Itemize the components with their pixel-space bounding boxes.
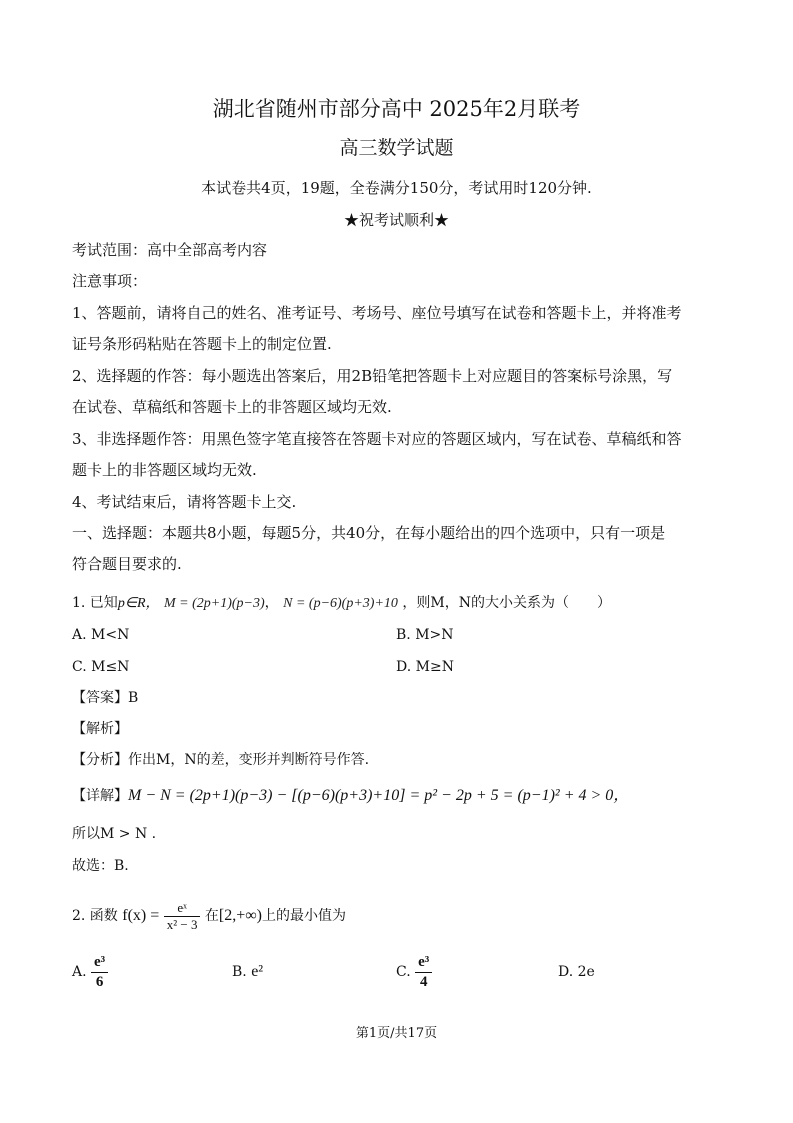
page-footer: 第1页/共17页 xyxy=(355,1026,438,1041)
q2-option-d: D. 2e xyxy=(558,964,595,980)
notice-item-3-line-1: 3、非选择题作答：用黑色签字笔直接答在答题卡对应的答题区域内，写在试卷、草稿纸和答 xyxy=(72,430,682,448)
q1-option-b: B. M>N xyxy=(396,627,454,643)
q1-detail-expression: M − N = (2p+1)(p−3) − [(p−6)(p+3)+10] = p² − 2p + 5 = (p−1)² + 4 > 0， xyxy=(128,787,630,804)
notice-item-2-line-2: 在试卷、草稿纸和答题卡上的非答题区域均无效. xyxy=(72,398,392,416)
q2-option-a-numerator: e³ xyxy=(94,953,106,970)
q2-option-c xyxy=(396,952,432,992)
q1-prefix: 1. 已知 xyxy=(72,595,118,611)
q2-option-b xyxy=(232,952,263,992)
q1-analysis: 【分析】作出M，N的差，变形并判断符号作答. xyxy=(72,752,370,768)
exam-info: 本试卷共4页，19题，全卷满分150分，考试用时120分钟. xyxy=(201,179,592,197)
q2-option-c-label: C. xyxy=(396,964,411,980)
q1-choice: 故选：B. xyxy=(72,858,129,874)
q1-condition: p∈R， xyxy=(117,596,160,611)
q1-detail-label: 【详解】 xyxy=(72,788,128,804)
q1-option-a: A. M<N xyxy=(72,627,130,643)
exam-scope: 考试范围：高中全部高考内容 xyxy=(72,241,268,259)
q1-m-expression: M = (2p+1)(p−3) xyxy=(164,596,265,611)
q1-detail xyxy=(72,786,629,806)
q2-function-numerator: eˣ xyxy=(177,899,187,915)
exam-subtitle: 高三数学试题 xyxy=(339,137,454,159)
notice-heading: 注意事项： xyxy=(72,272,148,290)
q2-suffix: 上的最小值为 xyxy=(262,908,347,924)
q1-option-d: D. M≥N xyxy=(396,659,454,675)
q2-function-fraction xyxy=(164,900,201,933)
question-2-stem xyxy=(72,898,346,934)
q2-function-denominator: x² − 3 xyxy=(164,916,201,933)
q2-option-c-denominator: 4 xyxy=(415,972,432,992)
q2-mid: 在 xyxy=(204,908,219,924)
section-1-line-1: 一、选择题：本题共8小题，每题5分，共40分，在每小题给出的四个选项中，只有一项是 xyxy=(72,524,666,542)
exam-title: 湖北省随州市部分高中 2025年2月联考 xyxy=(212,97,581,121)
q1-separator: ， xyxy=(264,595,279,611)
q1-option-c: C. M≤N xyxy=(72,659,130,675)
q1-jiexi: 【解析】 xyxy=(72,721,128,737)
q1-n-expression: N = (p−6)(p+3)+10 xyxy=(283,596,398,611)
notice-item-2-line-1: 2、选择题的作答：每小题选出答案后，用2B铅笔把答题卡上对应题目的答案标号涂黑，写 xyxy=(72,367,673,385)
q2-option-a-fraction xyxy=(91,953,108,992)
section-1-line-2: 符合题目要求的. xyxy=(72,555,182,573)
q2-prefix: 2. 函数 xyxy=(72,908,118,924)
question-1-stem xyxy=(72,593,611,614)
q2-option-b-value: e² xyxy=(251,963,264,980)
q2-option-c-fraction xyxy=(415,953,432,992)
notice-item-1-line-2: 证号条形码粘贴在答题卡上的制定位置. xyxy=(72,335,332,353)
notice-item-3-line-2: 题卡上的非答题区域均无效. xyxy=(72,461,257,479)
q2-interval: [2,+∞) xyxy=(218,907,263,924)
q1-answer: 【答案】B xyxy=(72,690,139,706)
q2-function-left: f(x) = xyxy=(122,907,160,924)
exam-wish: ★祝考试顺利★ xyxy=(343,211,449,229)
q1-suffix: ，则M，N的大小关系为（ ） xyxy=(402,595,611,611)
q2-option-b-label: B. xyxy=(232,964,247,980)
q2-option-a xyxy=(72,952,108,992)
q2-option-a-label: A. xyxy=(72,964,87,980)
q1-conclusion: 所以M > N . xyxy=(72,826,157,842)
notice-item-1-line-1: 1、答题前，请将自己的姓名、准考证号、考场号、座位号填写在试卷和答题卡上，并将准考 xyxy=(72,304,682,322)
q2-option-a-denominator: 6 xyxy=(91,972,108,992)
q2-option-c-numerator: e³ xyxy=(418,953,430,970)
notice-item-4: 4、考试结束后，请将答题卡上交. xyxy=(72,493,297,511)
